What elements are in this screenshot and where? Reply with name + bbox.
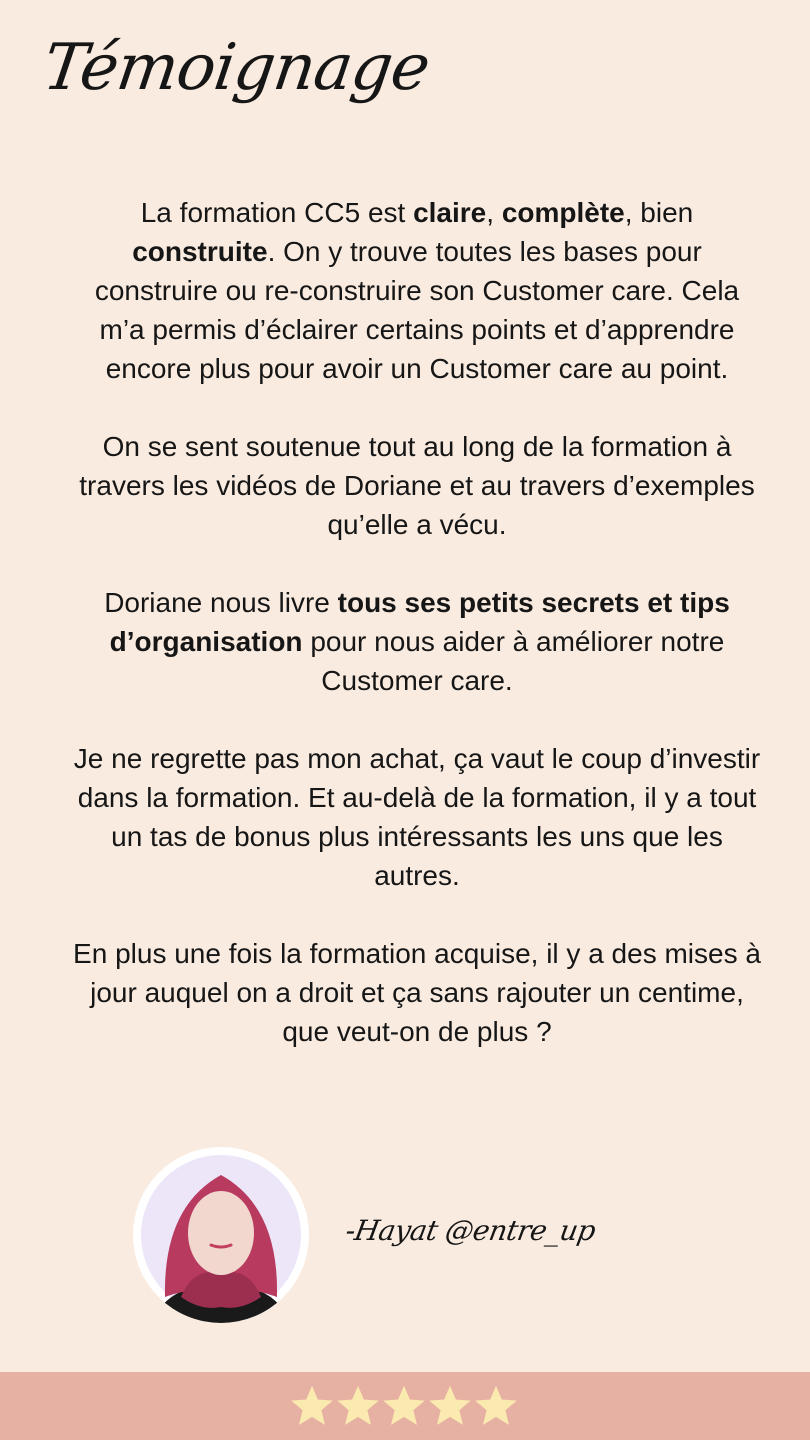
testimonial-paragraph bbox=[72, 193, 762, 388]
emphasis-text: construite bbox=[132, 236, 268, 267]
star-icon bbox=[290, 1384, 334, 1428]
paragraph-text: . On y trouve toutes les bases pour construire ou re-construire son Customer care. Cela m’a permis d’éclairer certains points et d’apprendre encore plus pour avoir un Customer care au point. bbox=[94, 236, 740, 384]
star-icon bbox=[382, 1384, 426, 1428]
paragraph-text: Doriane nous livre bbox=[104, 587, 338, 618]
paragraph-text: Je ne regrette pas mon achat, ça vaut le coup d’investir dans la formation. Et au-delà de la formation, il y a tout un tas de bonus plus intéressants les uns que les autres. bbox=[73, 743, 761, 891]
emphasis-text: tous ses petits secrets et tips d’organisation bbox=[109, 587, 730, 657]
testimonial-paragraph bbox=[72, 583, 762, 700]
paragraph-text: , bbox=[486, 197, 502, 228]
page-title: Témoignage bbox=[38, 31, 434, 105]
testimonial-paragraph bbox=[72, 739, 762, 895]
star-icon bbox=[474, 1384, 518, 1428]
paragraph-text: On se sent soutenue tout au long de la formation à travers les vidéos de Doriane et au travers d’exemples qu’elle a vécu. bbox=[79, 431, 755, 540]
paragraph-text: La formation CC5 est bbox=[140, 197, 414, 228]
author-signature: -Hayat @entre_up bbox=[343, 1214, 598, 1247]
emphasis-text: complète bbox=[501, 197, 625, 228]
testimonial-paragraph bbox=[72, 934, 762, 1051]
star-icon bbox=[428, 1384, 472, 1428]
emphasis-text: claire bbox=[413, 197, 487, 228]
hijab-avatar-icon bbox=[133, 1147, 309, 1323]
star-icon bbox=[336, 1384, 380, 1428]
star-rating bbox=[290, 1384, 518, 1428]
paragraph-text: En plus une fois la formation acquise, il y a des mises à jour auquel on a droit et ça sans rajouter un centime, que veut-on de plus ? bbox=[73, 938, 761, 1047]
paragraph-text: pour nous aider à améliorer notre Customer care. bbox=[302, 626, 725, 696]
testimonial-paragraph bbox=[72, 427, 762, 544]
avatar bbox=[133, 1147, 309, 1323]
paragraph-text: , bien bbox=[624, 197, 694, 228]
testimonial-body bbox=[72, 193, 762, 1090]
